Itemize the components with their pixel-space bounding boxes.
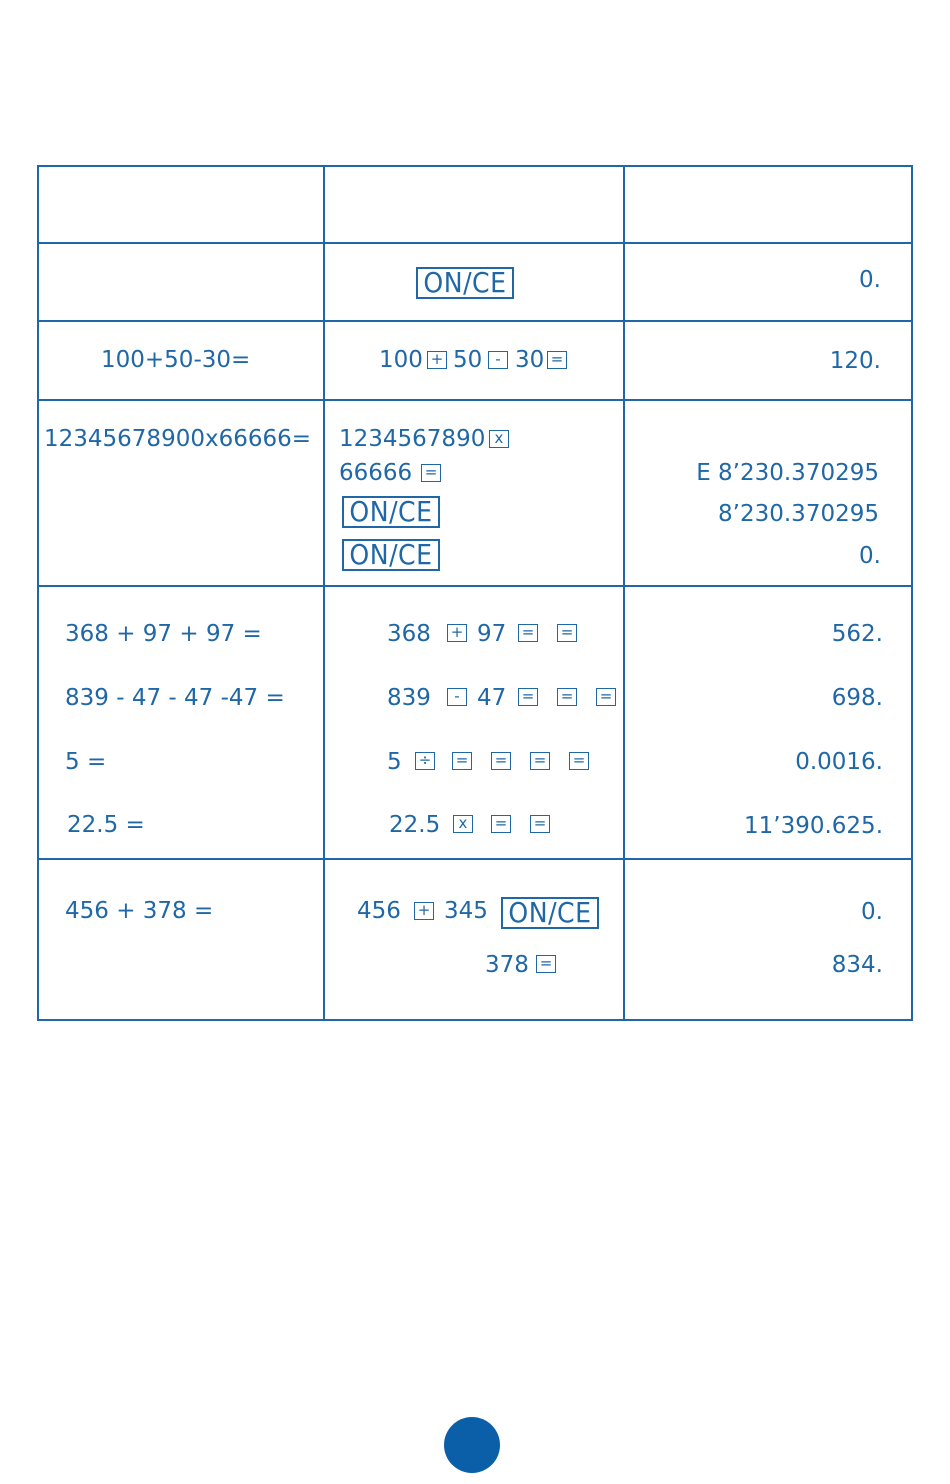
display-value: 8’230.370295 bbox=[718, 501, 879, 527]
equals-key: = bbox=[569, 752, 589, 770]
display-value: 0.0016. bbox=[795, 749, 883, 775]
display-value: 0. bbox=[859, 543, 881, 569]
key-number: 66666 bbox=[339, 460, 413, 486]
key-number: 345 bbox=[444, 898, 488, 924]
on-ce-key: ON/CE bbox=[342, 539, 440, 571]
plus-key: + bbox=[447, 624, 467, 642]
key-number: 47 bbox=[477, 685, 507, 711]
column-divider bbox=[323, 167, 325, 1019]
row-divider bbox=[39, 320, 911, 322]
equals-key: = bbox=[518, 624, 538, 642]
multiply-key: x bbox=[453, 815, 473, 833]
on-ce-key: ON/CE bbox=[501, 897, 599, 929]
key-number: 97 bbox=[477, 621, 507, 647]
key-number: 5 bbox=[387, 749, 402, 775]
row-divider bbox=[39, 585, 911, 587]
minus-key: - bbox=[447, 688, 467, 706]
equals-key: = bbox=[421, 464, 441, 482]
key-number: 30 bbox=[515, 347, 545, 373]
plus-key: + bbox=[427, 351, 447, 369]
equals-key: = bbox=[518, 688, 538, 706]
equals-key: = bbox=[557, 624, 577, 642]
key-number: 100 bbox=[379, 347, 423, 373]
key-number: 50 bbox=[453, 347, 483, 373]
example-expression: 456 + 378 = bbox=[65, 898, 214, 924]
key-number: 1234567890 bbox=[339, 426, 486, 452]
example-expression: 100+50-30= bbox=[101, 347, 251, 373]
display-value: 698. bbox=[831, 685, 883, 711]
column-divider bbox=[623, 167, 625, 1019]
display-value: 562. bbox=[831, 621, 883, 647]
calculation-examples-table bbox=[37, 165, 913, 1021]
example-expression: 839 - 47 - 47 -47 = bbox=[65, 685, 285, 711]
plus-key: + bbox=[414, 902, 434, 920]
equals-key: = bbox=[530, 752, 550, 770]
example-expression: 12345678900x66666= bbox=[44, 426, 312, 452]
display-value: 120. bbox=[829, 348, 881, 374]
key-number: 22.5 bbox=[389, 812, 441, 838]
display-value: E 8’230.370295 bbox=[696, 460, 879, 486]
equals-key: = bbox=[491, 815, 511, 833]
equals-key: = bbox=[491, 752, 511, 770]
equals-key: = bbox=[557, 688, 577, 706]
display-value: 11’390.625. bbox=[744, 813, 883, 839]
equals-key: = bbox=[452, 752, 472, 770]
row-divider bbox=[39, 858, 911, 860]
multiply-key: x bbox=[489, 430, 509, 448]
minus-key: - bbox=[488, 351, 508, 369]
page-number-dot bbox=[444, 1417, 500, 1473]
key-number: 839 bbox=[387, 685, 431, 711]
display-value: 0. bbox=[859, 267, 881, 293]
divide-key: ÷ bbox=[415, 752, 435, 770]
key-number: 368 bbox=[387, 621, 431, 647]
equals-key: = bbox=[536, 955, 556, 973]
equals-key: = bbox=[530, 815, 550, 833]
key-number: 378 bbox=[485, 952, 529, 978]
row-divider bbox=[39, 399, 911, 401]
equals-key: = bbox=[547, 351, 567, 369]
display-value: 0. bbox=[861, 899, 883, 925]
on-ce-key: ON/CE bbox=[342, 496, 440, 528]
key-number: 456 bbox=[357, 898, 401, 924]
on-ce-key: ON/CE bbox=[416, 267, 514, 299]
example-expression: 5 = bbox=[65, 749, 107, 775]
equals-key: = bbox=[596, 688, 616, 706]
example-expression: 368 + 97 + 97 = bbox=[65, 621, 262, 647]
row-divider bbox=[39, 242, 911, 244]
example-expression: 22.5 = bbox=[67, 812, 145, 838]
display-value: 834. bbox=[831, 952, 883, 978]
